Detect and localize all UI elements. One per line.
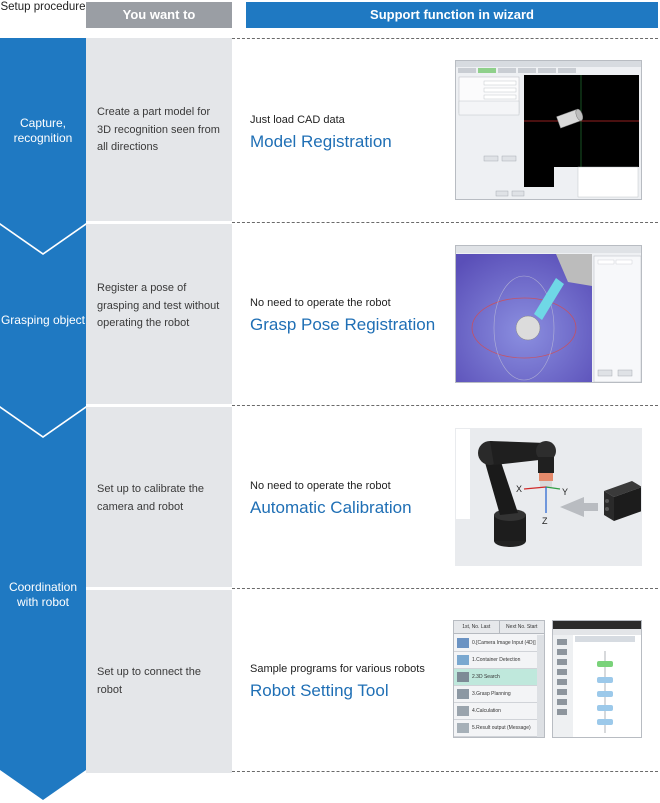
separator: [232, 405, 658, 406]
camera-sensor: [604, 481, 642, 521]
calibration-title: Automatic Calibration: [250, 498, 412, 517]
flow-item-icon: [457, 672, 469, 682]
flow-item-1: 1.Container Detection: [472, 657, 521, 663]
step-coordination-label: Coordination with robot: [8, 580, 78, 609]
flow-item-icon: [457, 655, 469, 665]
axis-x-label: X: [516, 484, 523, 494]
robot-arm: [478, 441, 556, 547]
tab-first-no-last: 1st, No. Last: [454, 621, 500, 633]
list-scrollbar[interactable]: [537, 635, 544, 738]
axis-z-label: Z: [542, 516, 548, 526]
model-registration-title: Model Registration: [250, 132, 392, 151]
chevron-grasping: [0, 225, 86, 436]
robot-setting-flow-screenshot: [552, 620, 642, 738]
procedure-chevrons: [0, 38, 86, 803]
robot-setting-list-screenshot: [453, 620, 545, 738]
flow-item-3: 3.Grasp Planning: [472, 691, 511, 697]
model-registration-screenshot: [455, 60, 642, 200]
grasp-pose-screenshot: [455, 245, 642, 383]
robot-setting-sub: Sample programs for various robots: [250, 663, 425, 675]
separator: [232, 38, 658, 39]
flow-item-icon: [457, 723, 469, 733]
flow-item-0: 0.[Camera Image Input (4D)]: [472, 640, 536, 646]
separator: [232, 771, 658, 772]
calibration-illustration: [455, 428, 642, 566]
axis-y-label: Y: [562, 487, 569, 497]
want-text-robot: Set up to connect the robot: [97, 666, 201, 696]
flow-item-4: 4.Calculation: [472, 708, 501, 714]
model-registration-sub: Just load CAD data: [250, 114, 345, 126]
flow-item-icon: [457, 638, 469, 648]
flow-item-2: 2.3D Search: [472, 674, 500, 680]
calibration-sub: No need to operate the robot: [250, 480, 391, 492]
setup-procedure-header: Setup procedure: [0, 1, 86, 13]
you-want-to-header: You want to: [86, 2, 232, 28]
separator: [232, 588, 658, 589]
flow-item-icon: [457, 706, 469, 716]
grasp-pose-sub: No need to operate the robot: [250, 297, 391, 309]
robot-setting-title: Robot Setting Tool: [250, 681, 389, 700]
step-grasping-label: Grasping object: [0, 313, 86, 327]
want-text-calibration: Set up to calibrate the camera and robot: [97, 483, 205, 513]
want-text-grasp: Register a pose of grasping and test without operating the robot: [97, 282, 220, 329]
tab-next-no-start: Next No. Start: [500, 621, 545, 633]
step-capture-label: Capture, recognition: [13, 116, 73, 145]
flow-item-5: 5.Result output (Message): [472, 725, 531, 731]
want-text-model: Create a part model for 3D recognition seen from all directions: [97, 106, 220, 153]
arrow-icon: [560, 497, 598, 517]
support-function-header: Support function in wizard: [246, 2, 658, 28]
separator: [232, 222, 658, 223]
grasp-pose-title: Grasp Pose Registration: [250, 315, 436, 334]
flow-item-icon: [457, 689, 469, 699]
